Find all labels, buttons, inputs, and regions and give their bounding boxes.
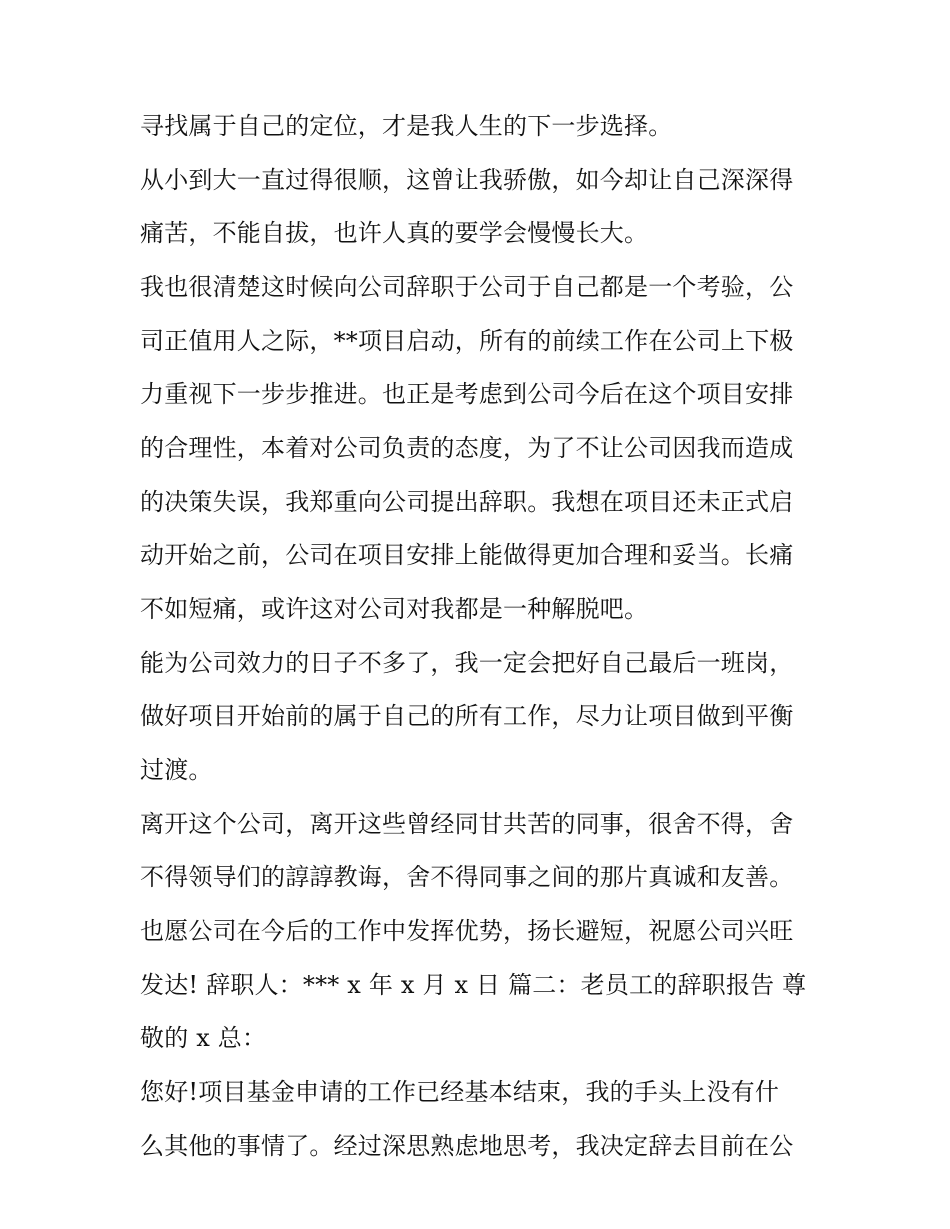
text-line: 能为公司效力的日子不多了，我一定会把好自己最后一班岗， (140, 649, 794, 677)
text-line: 不得领导们的諄諄教诲，舍不得同事之间的那片真诚和友善。 (140, 863, 794, 891)
text-line: 力重视下一步步推进。也正是考虑到公司今后在这个项目安排 (140, 380, 794, 408)
text-line: 敬的 x 总： (140, 1024, 267, 1052)
text-line: 过渡。 (140, 756, 213, 784)
text-line: 么其他的事情了。经过深思熟虑地思考，我决定辞去目前在公 (140, 1132, 794, 1160)
text-line: 从小到大一直过得很顺，这曾让我骄傲，如今却让自己深深得 (140, 166, 794, 194)
text-line: 动开始之前，公司在项目安排上能做得更加合理和妥当。长痛 (140, 541, 794, 569)
text-line: 做好项目开始前的属于自己的所有工作，尽力让项目做到平衡 (140, 702, 794, 730)
text-line: 发达! 辞职人：*** x 年 x 月 x 日 篇二：老员工的辞职报告 尊 (140, 971, 807, 999)
text-line: 也愿公司在今后的工作中发挥优势，扬长避短，祝愿公司兴旺 (140, 917, 794, 945)
text-line: 司正值用人之际，**项目启动，所有的前续工作在公司上下极 (140, 327, 794, 355)
text-line: 寻找属于自己的定位，才是我人生的下一步选择。 (140, 112, 673, 140)
text-line: 的合理性，本着对公司负责的态度，为了不让公司因我而造成 (140, 434, 794, 462)
text-line: 不如短痛，或许这对公司对我都是一种解脱吧。 (140, 595, 649, 623)
text-line: 的决策失误，我郑重向公司提出辞职。我想在项目还未正式启 (140, 488, 794, 516)
text-line: 痛苦，不能自拔，也许人真的要学会慢慢长大。 (140, 219, 649, 247)
text-line: 离开这个公司，离开这些曾经同甘共苦的同事，很舍不得，舍 (140, 810, 794, 838)
text-line: 您好!项目基金申请的工作已经基本结束，我的手头上没有什 (140, 1078, 780, 1106)
text-line: 我也很清楚这时候向公司辞职于公司于自己都是一个考验，公 (140, 273, 794, 301)
